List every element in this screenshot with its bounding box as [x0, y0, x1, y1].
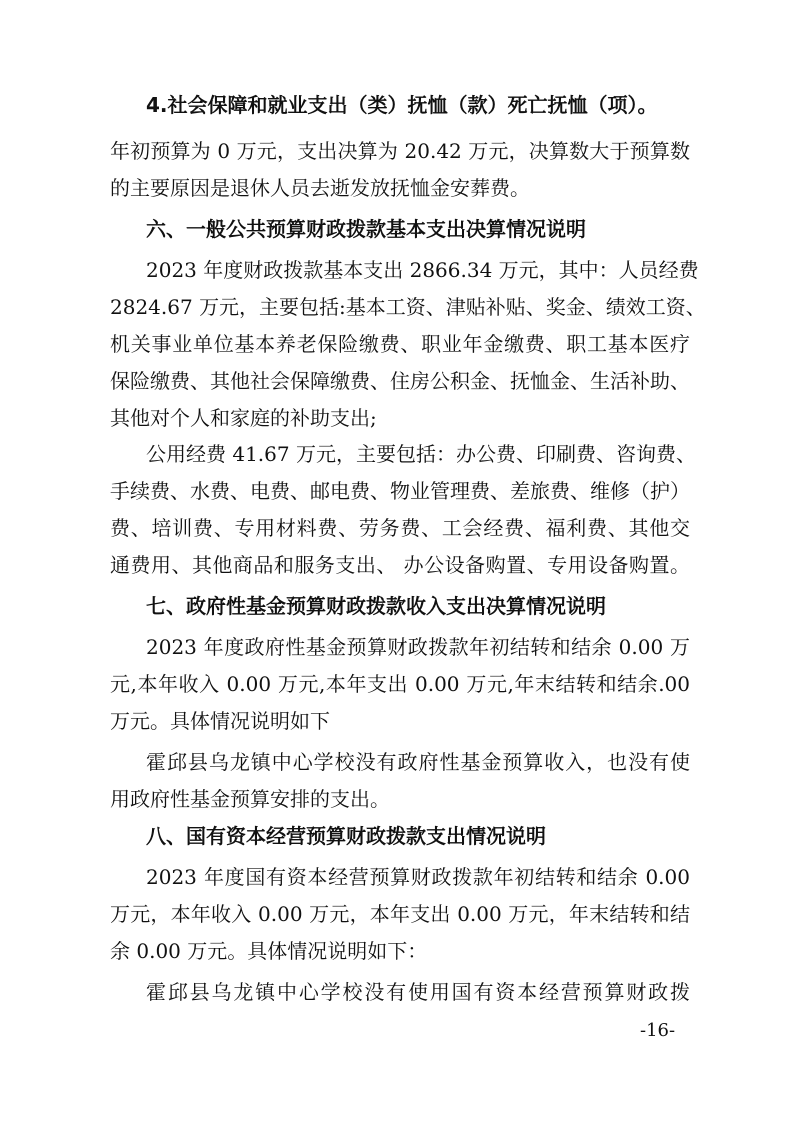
paragraph-line: 的主要原因是退休人员去逝发放抚恤金安葬费。 — [110, 176, 530, 200]
paragraph-line: 通费用、其他商品和服务支出、 办公设备购置、专用设备购置。 — [110, 553, 690, 577]
paragraph-line: 年初预算为 0 万元，支出决算为 20.42 万元，决算数大于预算数 — [110, 139, 690, 163]
paragraph-line: 其他对个人和家庭的补助支出; — [110, 406, 377, 430]
paragraph-line: 霍邱县乌龙镇中心学校没有政府性基金预算收入，也没有使 — [146, 750, 690, 774]
paragraph-line: 保险缴费、其他社会保障缴费、住房公积金、抚恤金、生活补助、 — [110, 369, 690, 393]
section-heading-7: 七、政府性基金预算财政拨款收入支出决算情况说明 — [146, 594, 606, 618]
paragraph-line: 霍邱县乌龙镇中心学校没有使用国有资本经营预算财政拨 — [146, 980, 690, 1004]
paragraph-line: 2023 年度政府性基金预算财政拨款年初结转和结余 0.00 万 — [146, 635, 690, 659]
paragraph-line: 万元。具体情况说明如下 — [110, 709, 330, 733]
paragraph-line: 手续费、水费、电费、邮电费、物业管理费、差旅费、维修（护） — [110, 479, 690, 503]
section-heading-8: 八、国有资本经营预算财政拨款支出情况说明 — [146, 824, 546, 848]
paragraph-line: 余 0.00 万元。具体情况说明如下： — [110, 939, 428, 963]
paragraph-line: 2824.67 万元，主要包括:基本工资、津贴补贴、奖金、绩效工资、 — [110, 295, 706, 319]
paragraph-line: 2023 年度财政拨款基本支出 2866.34 万元，其中：人员经费 — [146, 258, 699, 282]
paragraph-line: 机关事业单位基本养老保险缴费、职业年金缴费、职工基本医疗 — [110, 332, 690, 356]
paragraph-line: 用政府性基金预算安排的支出。 — [110, 787, 390, 811]
paragraph-line: 万元，本年收入 0.00 万元，本年支出 0.00 万元，年末结转和结 — [110, 902, 690, 926]
paragraph-line: 2023 年度国有资本经营预算财政拨款年初结转和结余 0.00 — [146, 865, 690, 889]
paragraph-line: 公用经费 41.67 万元，主要包括：办公费、印刷费、咨询费、 — [146, 442, 696, 466]
paragraph-line: 元,本年收入 0.00 万元,本年支出 0.00 万元,年末结转和结余.00 — [110, 672, 690, 696]
paragraph-line: 费、培训费、专用材料费、劳务费、工会经费、福利费、其他交 — [110, 516, 690, 540]
section-heading-6: 六、一般公共预算财政拨款基本支出决算情况说明 — [146, 217, 586, 241]
page-number: -16- — [640, 1020, 676, 1041]
section-heading-social-security: 4.社会保障和就业支出（类）抚恤（款）死亡抚恤（项）。 — [146, 93, 658, 117]
